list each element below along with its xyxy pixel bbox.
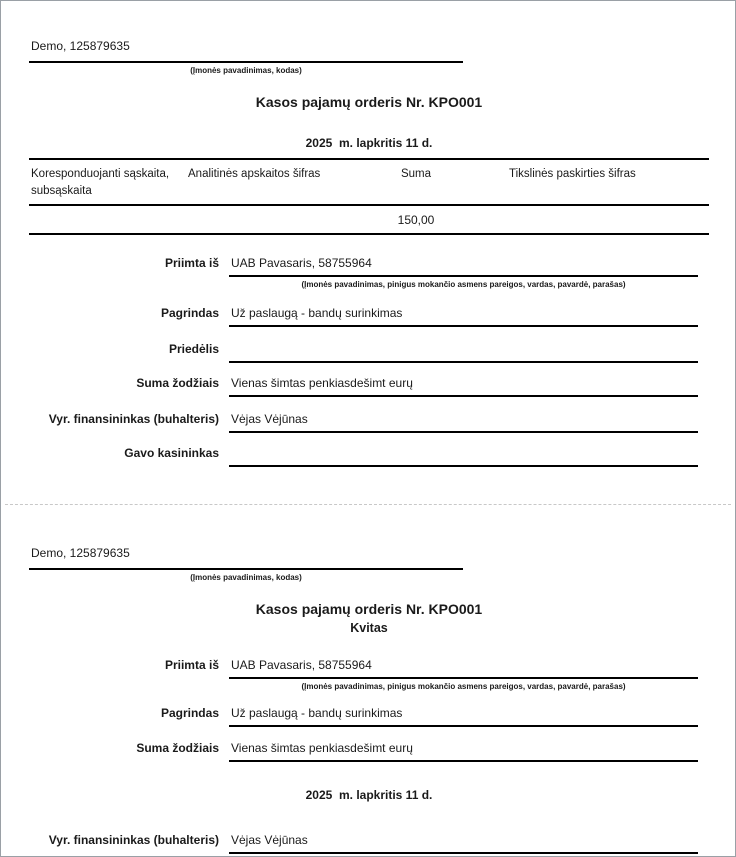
field-value: Vienas šimtas penkiasdešimt eurų [229,741,698,762]
field-value: Už paslaugą - bandų surinkimas [229,706,698,727]
field-label: Priimta iš [164,658,219,672]
receipt-title: Kasos pajamų orderis Nr. KPO001 [255,601,483,617]
caption-spacer [29,681,229,692]
field-value: Vėjas Vėjūnas [229,412,698,433]
field-label: Priimta iš [164,256,219,270]
cut-separator-line [5,504,731,505]
receipt-subtitle: Kvitas [350,621,388,635]
field-label: Pagrindas [160,706,219,720]
field-value: Vėjas Vėjūnas [229,833,698,854]
field-label: Vyr. finansininkas (buhalteris) [48,412,219,426]
suma-value: 150,00 [397,213,435,227]
field-row-priedelis [29,342,698,363]
field-label: Gavo kasininkas [124,446,219,460]
field-value: UAB Pavasaris, 58755964 [229,256,698,277]
field-value [229,446,698,467]
analytic-code-value [188,213,361,227]
corresponding-account-value [29,213,188,227]
receipt-date: 2025 m. lapkritis 11 d. [305,788,433,802]
field-row-suma-zodziais [29,376,698,397]
header-corresponding-account: Koresponduojanti sąskaita, subsąskaita [31,168,170,197]
field-row-priimta-is [29,658,698,679]
payer-caption: (Įmonės pavadinimas, pinigus mokančio asmens pareigos, vardas, pavardė, parašas) [301,682,626,691]
field-value [229,342,698,363]
field-label: Suma žodžiais [136,741,219,755]
field-row-gavo-kasininkas [29,446,698,467]
receipt-section [1,546,735,854]
field-label: Vyr. finansininkas (buhalteris) [48,833,219,847]
field-value: UAB Pavasaris, 58755964 [229,658,698,679]
accounts-table-value-row [29,206,709,235]
field-label: Priedėlis [168,342,219,356]
field-label: Suma žodžiais [136,376,219,390]
order-section [1,39,735,467]
priimta-is-caption-row [29,681,698,692]
company-name: Demo, 125879635 [29,546,463,570]
caption-spacer [29,279,229,290]
field-value: Vienas šimtas penkiasdešimt eurų [229,376,698,397]
order-company-block [29,39,463,76]
company-name: Demo, 125879635 [29,39,463,63]
field-value: Už paslaugą - bandų surinkimas [229,306,698,327]
receipt-company-block [29,546,463,583]
field-row-suma-zodziais [29,741,698,762]
field-label: Pagrindas [160,306,219,320]
accounts-table [29,158,709,235]
header-purpose-code: Tikslinės paskirties šifras [509,168,636,180]
company-caption: (Įmonės pavadinimas, kodas) [190,66,302,75]
header-suma: Suma [400,168,432,180]
field-row-finansininkas [29,412,698,433]
payer-caption: (Įmonės pavadinimas, pinigus mokančio asmens pareigos, vardas, pavardė, parašas) [301,280,626,289]
company-caption: (Įmonės pavadinimas, kodas) [190,573,302,582]
field-row-pagrindas [29,706,698,727]
accounts-table-header-row [29,160,709,206]
field-row-finansininkas [29,833,698,854]
header-analytic-code: Analitinės apskaitos šifras [188,168,321,180]
order-title: Kasos pajamų orderis Nr. KPO001 [255,94,483,110]
priimta-is-caption-row [29,279,698,290]
order-date: 2025 m. lapkritis 11 d. [305,136,433,150]
field-row-pagrindas [29,306,698,327]
purpose-code-value [471,213,709,227]
field-row-priimta-is [29,256,698,277]
